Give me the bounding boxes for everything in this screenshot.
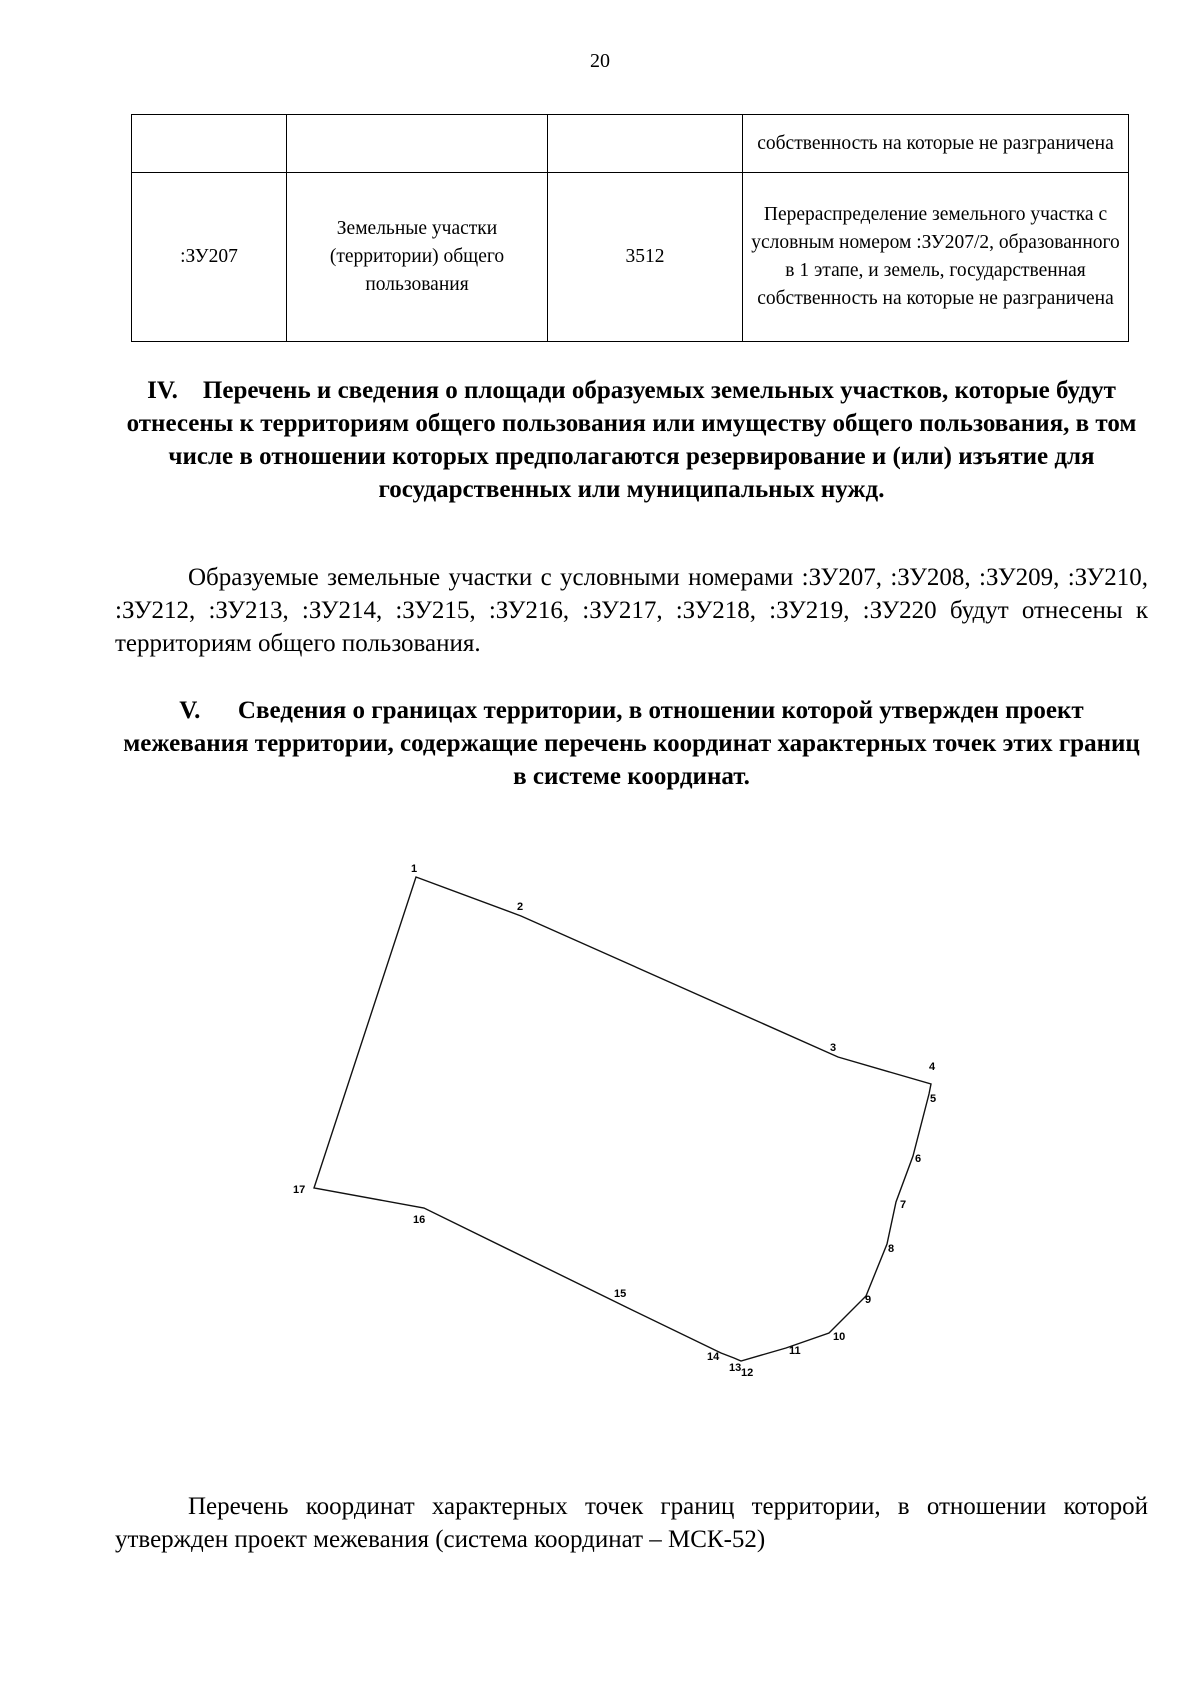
boundary-point-label: 15 bbox=[614, 1288, 627, 1300]
coordinates-intro bbox=[115, 1490, 1148, 1556]
boundary-point-label: 13 bbox=[729, 1362, 742, 1374]
table-cell-method: Перераспределение земельного участка с условным номером :ЗУ207/2, образованного в 1 этапе, и земель, государственная собственность на которые не разграничена bbox=[743, 173, 1129, 342]
table-cell-method: собственность на которые не разграничена bbox=[743, 115, 1129, 173]
boundary-point-label: 7 bbox=[900, 1199, 907, 1211]
section-4-title: Перечень и сведения о площади образуемых земельных участков, которые будут отнесены к территориям общего пользования или имуществу общего пользования, в том числе в отношении которых предполагаются резервирование и (или) изъятие для государственных или муниципальных нужд. bbox=[126, 377, 1137, 503]
table-cell-purpose: Земельные участки (территории) общего пользования bbox=[287, 173, 548, 342]
section-5-number: V. bbox=[179, 697, 201, 724]
boundary-point-label: 3 bbox=[830, 1042, 837, 1054]
boundary-point-label: 1 bbox=[411, 863, 418, 875]
boundary-point-label: 12 bbox=[741, 1367, 754, 1379]
boundary-point-label: 2 bbox=[517, 901, 524, 913]
boundary-point-label: 5 bbox=[930, 1093, 937, 1105]
section-4-paragraph-text: Образуемые земельные участки с условными номерами :ЗУ207, :ЗУ208, :ЗУ209, :ЗУ210, :ЗУ212, :ЗУ213, :ЗУ214, :ЗУ215, :ЗУ216, :ЗУ217, :ЗУ218, :ЗУ219, :ЗУ220 будут отнесены к территориям общего пользования. bbox=[115, 564, 1148, 657]
boundary-point-label: 6 bbox=[915, 1153, 922, 1165]
boundary-point-label: 17 bbox=[293, 1184, 306, 1196]
boundary-point-label: 8 bbox=[888, 1243, 895, 1255]
boundary-point-label: 9 bbox=[865, 1294, 872, 1306]
section-4-number: IV. bbox=[147, 377, 178, 404]
boundary-point-label: 10 bbox=[833, 1331, 846, 1343]
boundary-point-label: 11 bbox=[789, 1345, 801, 1357]
boundary-point-label: 16 bbox=[413, 1214, 426, 1226]
table-cell-area: 3512 bbox=[548, 173, 743, 342]
page-number: 20 bbox=[590, 50, 610, 72]
section-5-title: Сведения о границах территории, в отношении которой утвержден проект межевания территории, содержащие перечень координат характерных точек этих границ в системе координат. bbox=[123, 697, 1140, 790]
table-cell-number: :ЗУ207 bbox=[132, 173, 287, 342]
coordinates-intro-text: Перечень координат характерных точек границ территории, в отношении которой утвержден проект межевания (система координат – МСК-52) bbox=[115, 1493, 1148, 1553]
boundary-point-label: 14 bbox=[707, 1351, 720, 1363]
boundary-point-label: 4 bbox=[929, 1061, 936, 1073]
